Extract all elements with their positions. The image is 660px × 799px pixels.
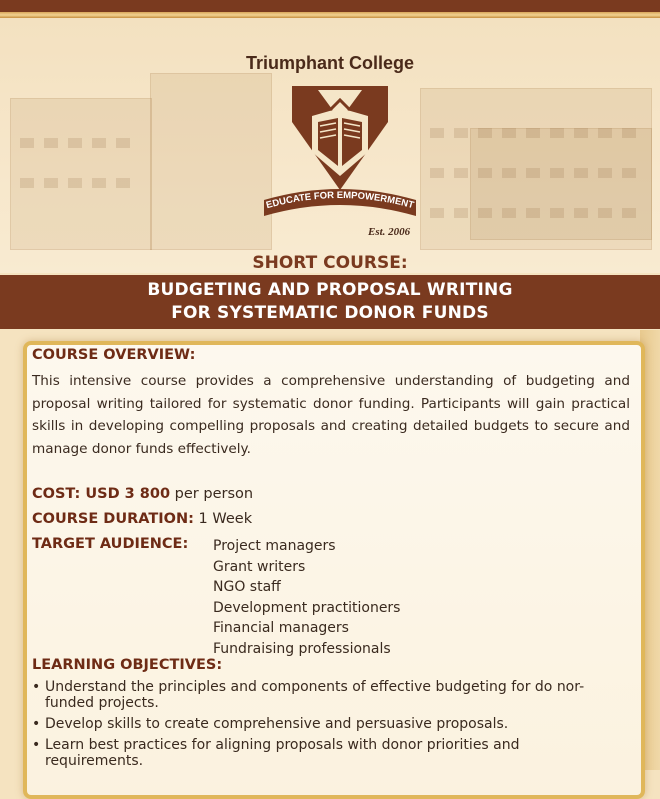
college-name: Triumphant College [245, 53, 414, 73]
duration-value: 1 Week [193, 511, 253, 527]
building-silhouette [10, 98, 152, 250]
overview-heading: COURSE OVERVIEW: [32, 347, 196, 363]
building-silhouette [470, 128, 652, 240]
audience-item: Development practitioners [213, 599, 401, 616]
window-row [430, 128, 640, 138]
course-title-line-2: FOR SYSTEMATIC DONOR FUNDS [171, 303, 489, 323]
duration-label: COURSE DURATION: [32, 511, 194, 527]
audience-label: TARGET AUDIENCE: [32, 536, 189, 552]
objectives-list [30, 679, 610, 774]
duration-row [32, 511, 252, 527]
audience-item: Project managers [213, 538, 336, 554]
top-band [0, 0, 660, 12]
audience-item: Grant writers [213, 558, 306, 575]
audience-list [213, 536, 400, 659]
cost-row [32, 486, 253, 502]
cost-label: COST: USD 3 800 [32, 486, 171, 502]
window-row [430, 208, 640, 218]
overview-text: This intensive course provides a comprehensive understanding of budgeting and proposal writing tailored for systematic donor funding. Participants will gain practical skills in developing compelling proposals and creating detailed budgets to secure and manage donor funds effectively. [32, 373, 630, 457]
course-kicker: SHORT COURSE: [252, 253, 408, 273]
objective-item: • Learn best practices for aligning proposals with donor priorities and requirements. [30, 737, 610, 769]
objective-item: • Develop skills to create comprehensive and persuasive proposals. [30, 716, 610, 732]
established-year: Est. 2006 [368, 226, 411, 238]
window-row [20, 138, 140, 148]
audience-item: Financial managers [213, 620, 349, 636]
audience-item: Fundraising professionals [213, 640, 391, 657]
motto-text: EDUCATE FOR EMPOWERMENT [264, 189, 416, 212]
objectives-heading: LEARNING OBJECTIVES: [32, 657, 223, 673]
cost-suffix: per person [170, 486, 254, 502]
window-row [430, 168, 640, 178]
building-silhouette [150, 73, 272, 250]
course-title-line-1: BUDGETING AND PROPOSAL WRITING [147, 280, 513, 300]
window-row [20, 178, 140, 188]
audience-item: NGO staff [213, 579, 281, 595]
objective-item: • Understand the principles and components of effective budgeting for do nor-funded projects. [30, 679, 610, 711]
college-logo [260, 80, 420, 240]
